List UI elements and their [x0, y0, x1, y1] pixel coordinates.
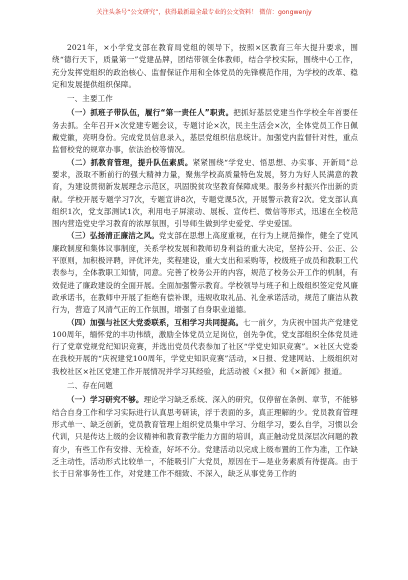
item-lead: （一）抓班子带队伍，履行“第一责任人”职责。: [67, 108, 234, 118]
document-body: [52, 42, 358, 480]
item-lead: （三）弘扬清正廉洁之风。: [67, 231, 159, 241]
body-paragraph: 2021年，×小学党支部在教育局党组的领导下，按照×区教育三年大提升要求，围绕“德行天下，质量第一”党建品牌，团结带领全体教师，结合学校实际，围绕中心工作，充分发挥党组织的政治核心、监督保证作用和全体党员的先锋模范作用，为学校的改革、稳定和发展提供组织保障。: [52, 43, 358, 89]
item-text: 紧紧围绕“学党史、悟思想、办实事、开新局”总要求，汲取不断前行的强大精神力量，聚焦学校高质量特色发展，努力为好人民满意的教育，为建设贯彻新发展理念示范区，巩固脱贫攻坚教育保障成果。服务乡村振兴作出新的贡献。学校开展专题学习7次，专题宣讲8次，专题党课5次，开展警示教育2次。党支部认真组织1次，党支部测试1次，利用电子屏滚动、展板、宣传栏、微信等形式，迅速在全校范围内营造党史学习教育的浓厚氛围，引导师生做到学史爱党、学史爱国。: [52, 157, 358, 229]
item-lead: （一）学习研究不够。: [67, 395, 144, 405]
item-paragraph: [52, 317, 358, 378]
section-heading: 一、主要工作: [67, 94, 113, 104]
item-text: 七一前夕，为庆祝中国共产党建党100周年，缅怀党的丰功伟绩，激励全体党员立足岗位，创先争优，党支部组织全体党员进行了党章党规党纪知识竞赛，并选出党员代表参加了社区“学党史知识竞赛”。×社区大党委在我校开展的“庆祝建党100周年，学党史知识竞赛”活动，×日报、党建网站、上级组织对我校社区×社区党建工作开展情况并学习其经验，此活动被《×报》和《×新闻》报道。: [52, 317, 359, 376]
item-paragraph: [52, 107, 358, 156]
item-text: 党支部在思想上高度重视，在行为上规范操作，健全了党风廉政制度和集体议事制度，关系学校发展和教师切身利益的重大决定，坚持公开、公正、公平原则，加积极评聘，评优评先，奖程建设，重大支出和采购等，校级班子成员和教职工代表参与，全体教职工知情，同意。完善了校务公开的内容，规范了校务公开工作的机制，有效促进了廉政建设的全面开展。全面加强警示教育。学校领导与班子和上级组织签定党风廉政承诺书，在教师中开展了拒绝有偿补课，违规收取礼品、礼金承诺活动，规范了廉洁从教行为，营造了风清气正的工作氛围，增强了自身职业道德。: [52, 231, 358, 315]
item-text: 理论学习缺乏系统、深入的研究，仅停留在条例、章节，不能够结合自身工作和学习实际进行认真思考研读，浮于表面的多，真正理解的少。党员教育管理形式单一、缺乏创新，党员教育管理上组织党员集中学习、分组学习，要么自学，习惯以会代训，只是传达上级的会议精神和教育教学能力方面的培训，真正触动党员深层次问题的教育少，有些工作有安排、无检查，好坏不分。党建活动以完成上级布置的工作为准，工作缺乏主动性，活动形式比较单一，不能吸引广大党员，原因在于—是业务素质有待提高。由于长于日常事务性工作，对党建工作不细致、不深入，缺乏从事党务工作的: [52, 395, 359, 479]
item-paragraph: [52, 394, 358, 480]
item-paragraph: [52, 230, 358, 316]
item-lead: （二）抓教育管理，提升队伍素质。: [67, 157, 193, 167]
item-text: 把抓好基层党建当作学校全年首要任务去抓。全年召开×次党建专题会议，专题讨论×次，民主生活会×次，全体党员工作日佩戴党徽，亮明身份。完成党员信息录入，基层党组织信息统计。加强党内监督针对性，重点监督校党的规章办事，依法治校等情况。: [52, 108, 358, 155]
section-heading: 二、存在问题: [67, 381, 113, 391]
promo-banner: 关注头条号“公文研究”，获得最新最全最专业的公文资料！ 微信：gongwenjy: [96, 8, 312, 16]
item-lead: （四）加强与社区大党委联系，互相学习共同提高。: [67, 317, 244, 327]
item-paragraph: [52, 157, 358, 231]
